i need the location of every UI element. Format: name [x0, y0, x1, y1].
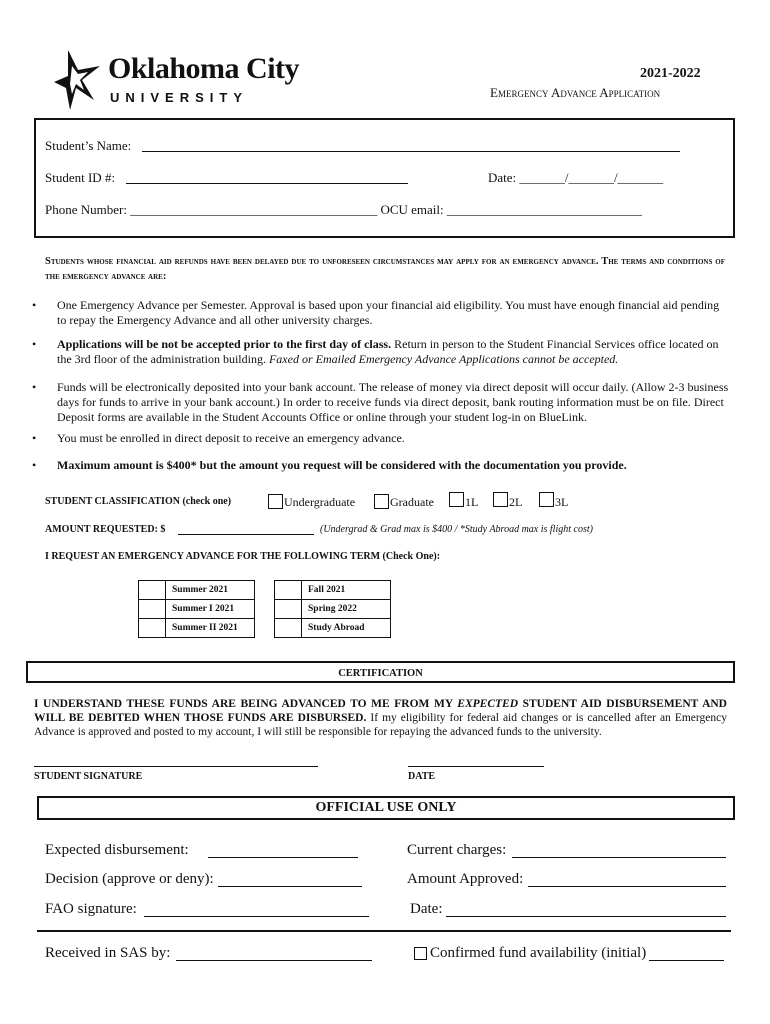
form-title: Emergency Advance Application — [490, 85, 661, 100]
student-id-label: Student ID #: — [45, 170, 116, 185]
term-item: You must be enrolled in direct deposit to receive an emergency advance. — [57, 431, 405, 445]
term-row — [139, 619, 255, 638]
date-field[interactable]: Date: _______/_______/_______ — [488, 170, 664, 185]
phone-email-fields[interactable]: Phone Number: ______________________________________ OCU email: ______________________________ — [45, 202, 642, 217]
term-item: Funds will be electronically deposited into your bank account. The release of money via direct deposit will occur daily. (Allow 2-3 business days for funds to arrive in your bank account.) In order to receive funds via direct deposit, bank routing information must be on file. Direct Deposit forms are available in the Student Accounts Office or online through your student log-in on BlueLink. — [57, 380, 729, 424]
confirmed-initial-field[interactable] — [649, 960, 724, 961]
term-table-right — [274, 580, 391, 638]
star-logo-icon — [52, 48, 102, 112]
term-item: One Emergency Advance per Semester. Approval is based upon your financial aid eligibility. You must have enough financial aid pending to repay the Emergency Advance and all other university charges. — [57, 298, 720, 327]
amount-approved-field[interactable] — [528, 886, 726, 887]
amount-label: AMOUNT REQUESTED: $ — [45, 524, 166, 535]
term-label: Spring 2022 — [302, 600, 391, 619]
label-3l: 3L — [555, 495, 569, 509]
checkbox-undergraduate[interactable] — [268, 494, 283, 509]
student-id-field[interactable] — [126, 183, 408, 184]
student-name-label: Student’s Name: — [45, 138, 132, 153]
certification-text: I UNDERSTAND THESE FUNDS ARE BEING ADVANCED TO ME FROM MY EXPECTED STUDENT AID DISBURSEMENT AND WILL BE DEBITED WHEN THOSE FUNDS ARE DISBURSED. If my eligibility for federal aid changes or is cancelled after an Emergency Advance is approved and posted to my account, I will still be responsible for repaying the advanced funds to the university. — [34, 698, 727, 738]
label-graduate: Graduate — [390, 495, 434, 509]
checkbox-summer-i-2021[interactable] — [139, 600, 166, 619]
term-item: Applications will be not be accepted prior to the first day of class. Return in person to the Student Financial Services office located on the 3rd floor of the administration building. Faxed or Emailed Emergency Advance Applications cannot be accepted. — [57, 337, 719, 366]
official-use-header — [37, 796, 735, 820]
label-undergraduate: Undergraduate — [284, 495, 356, 509]
term-label: Study Abroad — [302, 619, 391, 638]
signature-label: STUDENT SIGNATURE — [34, 771, 143, 782]
checkbox-3l[interactable] — [539, 492, 554, 507]
decision-label: Decision (approve or deny): — [45, 871, 214, 887]
checkbox-graduate[interactable] — [374, 494, 389, 509]
checkbox-2l[interactable] — [493, 492, 508, 507]
student-name-field[interactable] — [142, 151, 680, 152]
term-item: Maximum amount is $400* but the amount you request will be considered with the documentation you provide. — [57, 458, 627, 472]
bullet-icon: • — [32, 458, 37, 472]
received-label: Received in SAS by: — [45, 945, 171, 961]
term-row — [275, 619, 391, 638]
university-logo — [52, 48, 312, 112]
signature-date-label: DATE — [408, 771, 436, 782]
checkbox-fall-2021[interactable] — [275, 581, 302, 600]
confirmed-label: Confirmed fund availability (initial) — [430, 945, 647, 961]
fao-signature-field[interactable] — [144, 916, 369, 917]
label-2l: 2L — [509, 495, 523, 509]
signature-field[interactable] — [34, 766, 318, 767]
checkbox-spring-2022[interactable] — [275, 600, 302, 619]
checkbox-1l[interactable] — [449, 492, 464, 507]
received-field[interactable] — [176, 960, 372, 961]
signature-date-field[interactable] — [408, 766, 544, 767]
classification-label: STUDENT CLASSIFICATION (check one) — [45, 496, 232, 507]
term-row — [139, 600, 255, 619]
bullet-icon: • — [32, 298, 37, 312]
current-charges-field[interactable] — [512, 857, 726, 858]
term-request-label: I REQUEST AN EMERGENCY ADVANCE FOR THE FOLLOWING TERM (Check One): — [45, 551, 441, 562]
term-table-left — [138, 580, 255, 638]
official-date-field[interactable] — [446, 916, 726, 917]
term-row — [275, 600, 391, 619]
bullet-icon: • — [32, 380, 37, 394]
term-row — [275, 581, 391, 600]
logo-subtitle: UNIVERSITY — [110, 90, 249, 105]
fao-signature-label: FAO signature: — [45, 901, 137, 917]
term-label: Summer II 2021 — [166, 619, 255, 638]
checkbox-summer-ii-2021[interactable] — [139, 619, 166, 638]
logo-name: Oklahoma City — [108, 52, 300, 85]
amount-note: (Undergrad & Grad max is $400 / *Study Abroad max is flight cost) — [320, 524, 593, 535]
label-1l: 1L — [465, 495, 479, 509]
bullet-icon: • — [32, 337, 37, 351]
expected-disbursement-label: Expected disbursement: — [45, 842, 189, 858]
decision-field[interactable] — [218, 886, 362, 887]
amount-field[interactable] — [178, 534, 314, 535]
amount-approved-label: Amount Approved: — [407, 871, 524, 887]
term-label: Summer 2021 — [166, 581, 255, 600]
expected-disbursement-field[interactable] — [208, 857, 358, 858]
bullet-icon: • — [32, 431, 37, 445]
term-label: Fall 2021 — [302, 581, 391, 600]
checkbox-summer-2021[interactable] — [139, 581, 166, 600]
certification-header — [26, 661, 735, 683]
term-row — [139, 581, 255, 600]
confirmed-checkbox[interactable] — [414, 947, 427, 960]
checkbox-study-abroad[interactable] — [275, 619, 302, 638]
current-charges-label: Current charges: — [407, 842, 507, 858]
form-year: 2021-2022 — [640, 66, 701, 81]
certification-title: CERTIFICATION — [338, 668, 423, 679]
official-divider — [37, 930, 731, 932]
official-date-label: Date: — [410, 901, 443, 917]
term-label: Summer I 2021 — [166, 600, 255, 619]
intro-text: Students whose financial aid refunds have been delayed due to unforeseen circumstances may apply for an emergency advance. The terms and conditions of the emergency advance are: — [45, 256, 725, 282]
official-use-title: OFFICIAL USE ONLY — [315, 800, 457, 815]
